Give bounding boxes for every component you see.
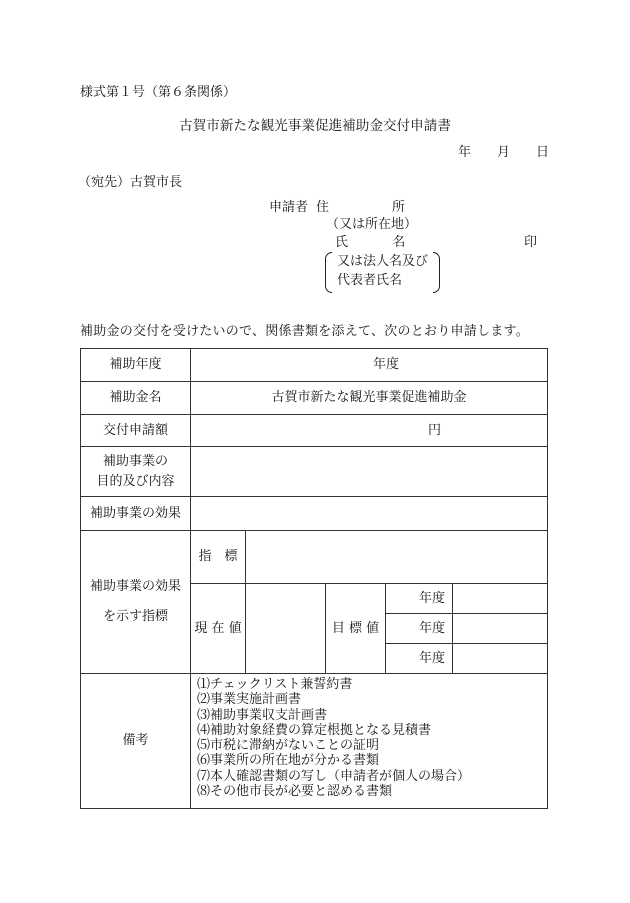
date-line: 年 月 日 — [457, 145, 549, 160]
purpose-value-cell — [191, 447, 548, 497]
document-title: 古賀市新たな観光事業促進補助金交付申請書 — [179, 118, 451, 134]
current-value-cell — [246, 584, 326, 674]
name-label: 氏 名 — [335, 235, 407, 250]
purpose-label-line1: 補助事業の — [102, 453, 168, 469]
list-item: ⑹事業所の所在地が分かる書類 — [197, 753, 380, 769]
corporate-name-note-line1: 又は法人名及び — [337, 254, 429, 269]
table-row — [81, 447, 548, 497]
form-number: 様式第１号（第６条関係） — [80, 85, 237, 100]
addressee: （宛先）古賀市長 — [78, 175, 183, 190]
target-value-label: 目 標 値 — [326, 584, 386, 674]
bracket-left — [325, 252, 332, 293]
bracket-right — [433, 252, 440, 293]
list-item: ⑺本人確認書類の写し（申請者が個人の場合） — [197, 768, 471, 784]
application-statement: 補助金の交付を受けたいので、関係書類を添えて、次のとおり申請します。 — [80, 324, 529, 339]
fiscal-year-label: 補助年度 — [81, 349, 191, 382]
list-item: ⑵事業実施計画書 — [197, 692, 302, 708]
remarks-list — [191, 674, 548, 809]
indicators-label-line2: を示す指標 — [102, 609, 168, 624]
list-item: ⑷補助対象経費の算定根拠となる見積書 — [197, 722, 432, 738]
table-row — [81, 349, 548, 382]
indicator-value-cell — [246, 531, 548, 584]
target-value-cell — [453, 584, 548, 614]
list-item: ⑻その他市長が必要と認める書類 — [197, 784, 393, 800]
target-value-cell — [453, 614, 548, 644]
target-value-cell — [453, 644, 548, 674]
purpose-label — [81, 447, 191, 497]
indicators-label-line1: 補助事業の効果 — [89, 579, 181, 594]
amount-label: 交付申請額 — [81, 415, 191, 447]
current-value-label: 現 在 値 — [191, 584, 246, 674]
indicator-label: 指 標 — [191, 531, 246, 584]
applicant-label: 申請者 — [269, 200, 309, 215]
address-label: 住 所 — [316, 200, 412, 215]
list-item: ⑸市税に滞納がないことの証明 — [197, 738, 380, 754]
target-year-label: 年度 — [386, 584, 453, 614]
table-row — [81, 415, 548, 447]
amount-unit: 円 — [191, 415, 548, 447]
purpose-label-line2: 目的及び内容 — [96, 473, 175, 489]
table-row — [81, 497, 548, 531]
application-table — [80, 348, 548, 809]
subsidy-name-value: 古賀市新たな観光事業促進補助金 — [191, 382, 548, 415]
indicators-label — [81, 531, 191, 674]
list-item: ⑴チェックリスト兼誓約書 — [197, 677, 353, 692]
corporate-name-note-line2: 代表者氏名 — [337, 273, 403, 288]
remarks-label: 備考 — [81, 674, 191, 809]
table-row — [81, 531, 548, 584]
effect-value-cell — [191, 497, 548, 531]
target-year-label: 年度 — [386, 614, 453, 644]
seal-mark: 印 — [524, 235, 538, 250]
subsidy-name-label: 補助金名 — [81, 382, 191, 415]
effect-label: 補助事業の効果 — [81, 497, 191, 531]
fiscal-year-value: 年度 — [191, 349, 548, 382]
table-row — [81, 382, 548, 415]
list-item: ⑶補助事業収支計画書 — [197, 707, 328, 723]
address-note: （又は所在地） — [326, 217, 418, 232]
table-row — [81, 674, 548, 809]
target-year-label: 年度 — [386, 644, 453, 674]
